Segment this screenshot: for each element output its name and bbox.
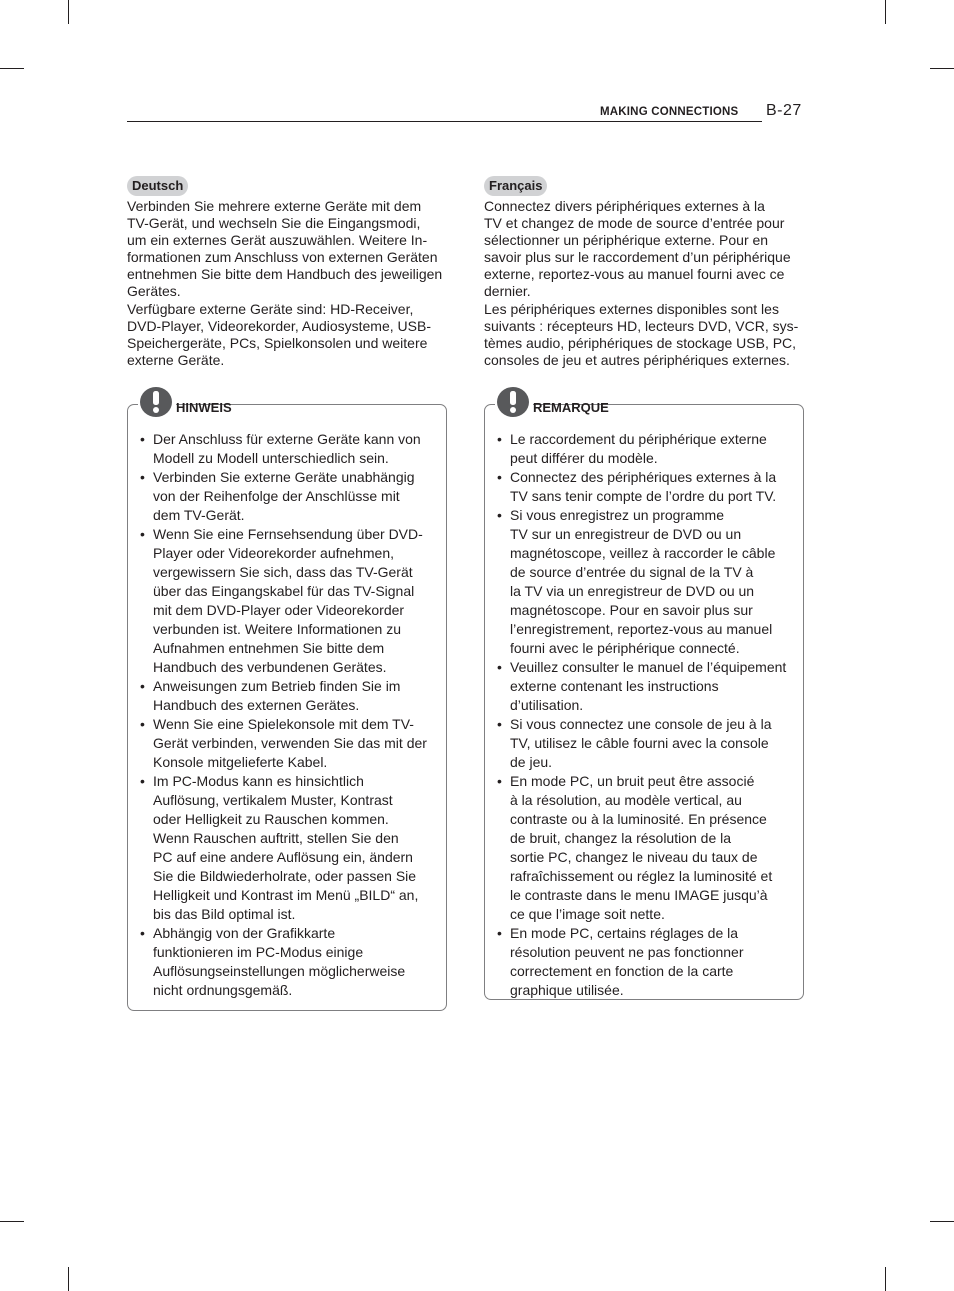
note-header [138,387,232,417]
warning-icon [497,387,529,417]
note-item [485,658,795,715]
note-line: verbunden ist. Weitere Informationen zu [153,621,401,637]
note-line: ce que l’image soit nette. [510,906,665,922]
page-number: B-27 [766,102,802,119]
language-label: Français [484,176,547,196]
note-line: peut différer du modèle. [510,450,658,466]
column-deutsch [127,176,449,369]
note-line: • Verbinden Sie externe Geräte unabhängig [153,469,415,485]
note-title: HINWEIS [176,400,232,415]
note-line: • Im PC-Modus kann es hinsichtlich [153,773,364,789]
note-line: la TV via un enregistreur de DVD ou un [510,583,755,599]
note-item [128,715,438,772]
crop-mark [0,68,24,69]
note-line: Aufnahmen entnehmen Sie bitte dem [153,640,385,656]
note-line: Sie die Bildwiederholrate, oder passen Sie [153,868,417,884]
note-line: • Veuillez consulter le manuel de l’équipement [510,659,787,675]
note-item [128,924,438,1000]
note-line: TV sur un enregistreur de DVD ou un [510,526,742,542]
note-line: • Der Anschluss für externe Geräte kann von [153,431,421,447]
intro-text [127,198,449,369]
note-line: nicht ordnungsgemäß. [153,982,293,998]
intro-line: sélectionner un périphérique externe. Pour en [484,232,769,249]
note-line: magnétoscope. Pour en savoir plus sur [510,602,753,618]
intro-line: entnehmen Sie bitte dem Handbuch des jeweiligen [127,266,443,283]
note-line: dem TV-Gerät. [153,507,245,523]
intro-line: Les périphériques externes disponibles sont les [484,300,779,317]
note-list [128,405,446,1000]
note-line: résolution peuvent ne pas fonctionner [510,944,744,960]
note-line: de source d’entrée du signal de la TV à [510,564,754,580]
note-line: graphique utilisée. [510,982,624,998]
note-line: Gerät verbinden, verwenden Sie das mit der [153,735,427,751]
note-line: Handbuch des verbundenen Gerätes. [153,659,387,675]
note-line: • Wenn Sie eine Spielekonsole mit dem TV- [153,716,414,732]
note-line: sortie PC, changez le niveau du taux de [510,849,758,865]
crop-mark [68,1267,69,1291]
intro-line: um ein externes Gerät auszuwählen. Weitere In- [127,232,428,249]
intro-line: externe, reportez-vous au manuel fourni avec ce [484,266,785,283]
note-item [485,430,795,468]
intro-line: TV-Gerät, und wechseln Sie die Eingangsmodi, [127,215,421,232]
note-item [128,677,438,715]
note-item [485,772,795,924]
note-item [485,715,795,772]
crop-mark [885,1267,886,1291]
crop-mark [930,68,954,69]
intro-text [484,198,806,369]
note-line: magnétoscope, veillez à raccorder le câble [510,545,776,561]
note-item [128,468,438,525]
intro-line: suivants : récepteurs HD, lecteurs DVD, VCR, sys- [484,317,799,334]
intro-line: Speichergeräte, PCs, Spielkonsolen und weitere [127,334,428,351]
note-line: mit dem DVD-Player oder Videorekorder [153,602,405,618]
note-line: über das Eingangskabel für das TV-Signal [153,583,415,599]
note-line: von der Reihenfolge der Anschlüsse mit [153,488,400,504]
note-line: de jeu. [510,754,553,770]
note-item [128,430,438,468]
note-list [485,405,803,1000]
note-title: REMARQUE [533,400,609,415]
note-line: Auflösung, vertikalem Muster, Kontrast [153,792,393,808]
column-francais [484,176,806,369]
note-line: bis das Bild optimal ist. [153,906,296,922]
note-item [128,772,438,924]
note-line: • En mode PC, certains réglages de la [510,925,739,941]
note-line: Konsole mitgelieferte Kabel. [153,754,328,770]
note-line: fourni avec le périphérique connecté. [510,640,740,656]
note-line: oder Helligkeit zu Rauschen kommen. [153,811,389,827]
note-line: correctement en fonction de la carte [510,963,734,979]
note-line: • Le raccordement du périphérique externe [510,431,767,447]
note-line: le contraste dans le menu IMAGE jusqu’à [510,887,768,903]
note-line: • Connectez des périphériques externes à la [510,469,777,485]
intro-line: externe Geräte. [127,351,225,368]
intro-line: consoles de jeu et autres périphériques externes. [484,351,790,368]
note-line: Auflösungseinstellungen möglicherweise [153,963,406,979]
intro-line: Gerätes. [127,283,181,300]
note-line: Helligkeit und Kontrast im Menü „BILD“ an, [153,887,419,903]
note-line: TV sans tenir compte de l’ordre du port TV. [510,488,777,504]
note-line: PC auf eine andere Auflösung ein, ändern [153,849,413,865]
note-header [495,387,609,417]
intro-line: formationen zum Anschluss von externen Geräten [127,249,438,266]
intro-line: Verfügbare externe Geräte sind: HD-Receiver, [127,300,414,317]
note-line: contraste ou à la luminosité. En présence [510,811,767,827]
intro-line: DVD-Player, Videorekorder, Audiosysteme, USB- [127,317,431,334]
note-line: à la résolution, au modèle vertical, au [510,792,742,808]
note-item [485,506,795,658]
crop-mark [930,1221,954,1222]
intro-line: dernier. [484,283,531,300]
intro-line: savoir plus sur le raccordement d’un périphérique [484,249,791,266]
note-line: vergewissern Sie sich, dass das TV-Gerät [153,564,413,580]
intro-line: TV et changez de mode de source d’entrée pour [484,215,785,232]
intro-line: tèmes audio, périphériques de stockage USB, PC, [484,334,797,351]
note-line: externe contenant les instructions [510,678,719,694]
crop-mark [0,1221,24,1222]
note-line: l’enregistrement, reportez-vous au manuel [510,621,773,637]
note-line: TV, utilisez le câble fourni avec la console [510,735,769,751]
note-line: • Anweisungen zum Betrieb finden Sie im [153,678,401,694]
note-line: funktionieren im PC-Modus einige [153,944,364,960]
note-line: • En mode PC, un bruit peut être associé [510,773,755,789]
intro-line: Verbinden Sie mehrere externe Geräte mit dem [127,198,422,214]
note-line: Player oder Videorekorder aufnehmen, [153,545,395,561]
note-line: • Si vous connectez une console de jeu à la [510,716,772,732]
note-line: de bruit, changez la résolution de la [510,830,732,846]
note-line: • Abhängig von der Grafikkarte [153,925,336,941]
crop-mark [68,0,69,24]
note-line: • Wenn Sie eine Fernsehsendung über DVD- [153,526,423,542]
intro-line: Connectez divers périphériques externes à la [484,198,765,214]
note-line: • Si vous enregistrez un programme [510,507,724,523]
note-line: Wenn Rauschen auftritt, stellen Sie den [153,830,399,846]
note-item [128,525,438,677]
section-title: MAKING CONNECTIONS [600,106,739,118]
crop-mark [885,0,886,24]
header-rule [127,121,762,122]
note-box-hinweis [127,400,447,1011]
language-label: Deutsch [127,176,188,196]
note-box-remarque [484,400,804,1000]
note-line: Modell zu Modell unterschiedlich sein. [153,450,389,466]
note-line: d’utilisation. [510,697,584,713]
warning-icon [140,387,172,417]
note-line: rafraîchissement ou réglez la luminosité et [510,868,773,884]
note-line: Handbuch des externen Gerätes. [153,697,360,713]
note-item [485,468,795,506]
note-item [485,924,795,1000]
